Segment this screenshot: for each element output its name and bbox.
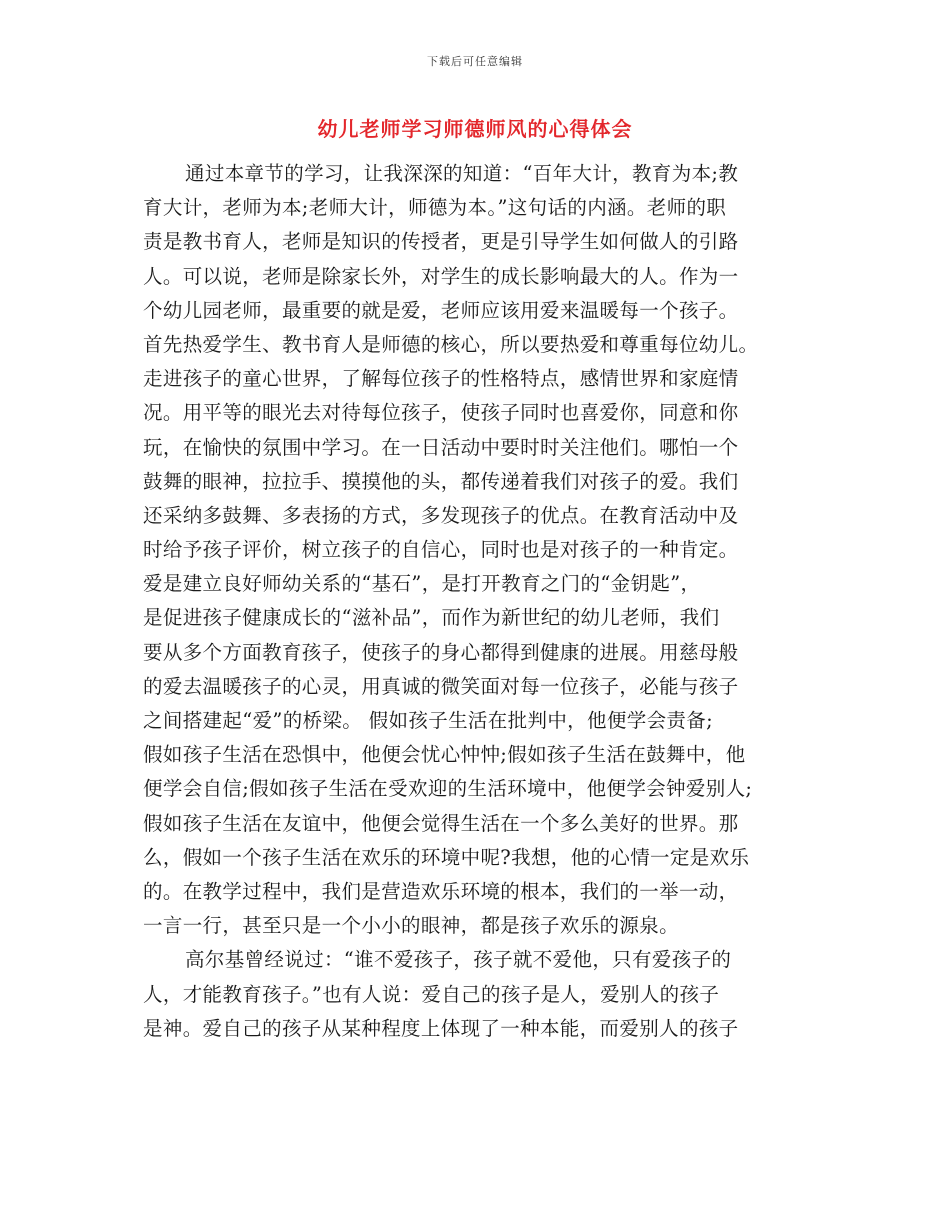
page-header: 下载后可任意编辑 [427, 55, 523, 68]
text-line: 育大计，老师为本;老师大计，师德为本。”这句话的内涵。老师的职 [143, 196, 727, 220]
text-line: 是神。爱自己的孩子从某种程度上体现了一种本能，而爱别人的孩子 [143, 1016, 739, 1040]
text-line: 况。用平等的眼光去对待每位孩子，使孩子同时也喜爱你，同意和你 [143, 401, 739, 425]
paragraph-2 [143, 943, 813, 1046]
text-line: 要从多个方面教育孩子，使孩子的身心都得到健康的进展。用慈母般 [143, 640, 739, 664]
text-line: 首先热爱学生、教书育人是师德的核心，所以要热爱和尊重每位幼儿。 [143, 332, 759, 356]
document-body [143, 157, 813, 1046]
text-line: 走进孩子的童心世界，了解每位孩子的性格特点，感情世界和家庭情 [143, 367, 739, 391]
text-line: 假如孩子生活在友谊中，他便会觉得生活在一个多么美好的世界。那 [143, 811, 739, 835]
text-line: 玩，在愉快的氛围中学习。在一日活动中要时时关注他们。哪怕一个 [143, 435, 739, 459]
paragraph-1 [143, 157, 813, 943]
text-line: 责是教书育人，老师是知识的传授者，更是引导学生如何做人的引路 [143, 230, 739, 254]
text-line: 么，假如一个孩子生活在欢乐的环境中呢?我想，他的心情一定是欢乐 [143, 845, 750, 869]
text-line: 人，才能教育孩子。”也有人说：爱自己的孩子是人，爱别人的孩子 [143, 982, 720, 1006]
text-line: 一言一行，甚至只是一个小小的眼神，都是孩子欢乐的源泉。 [143, 914, 679, 938]
text-line: 假如孩子生活在恐惧中，他便会忧心忡忡;假如孩子生活在鼓舞中，他 [143, 743, 746, 767]
text-line: 通过本章节的学习，让我深深的知道：“百年大计，教育为本;教 [185, 162, 739, 185]
text-line: 便学会自信;假如孩子生活在受欢迎的生活环境中，他便学会钟爱别人; [143, 777, 753, 801]
text-line: 的。在教学过程中，我们是营造欢乐环境的根本，我们的一举一动， [143, 879, 739, 903]
document-title: 幼儿老师学习师德师风的心得体会 [317, 117, 633, 141]
text-line: 时给予孩子评价，树立孩子的自信心，同时也是对孩子的一种肯定。 [143, 538, 739, 562]
text-line: 之间搭建起“爱”的桥梁。 假如孩子生活在批判中，他便学会责备; [143, 709, 714, 732]
text-line: 还采纳多鼓舞、多表扬的方式，多发现孩子的优点。在教育活动中及 [143, 503, 739, 527]
text-line: 爱是建立良好师幼关系的“基石”，是打开教育之门的“金钥匙”， [143, 572, 701, 596]
text-line: 人。可以说，老师是除家长外，对学生的成长影响最大的人。作为一 [143, 264, 739, 288]
text-line: 的爱去温暖孩子的心灵，用真诚的微笑面对每一位孩子，必能与孩子 [143, 674, 739, 698]
text-line: 是促进孩子健康成长的“滋补品”，而作为新世纪的幼儿老师，我们 [143, 606, 720, 630]
text-line: 个幼儿园老师，最重要的就是爱，老师应该用爱来温暖每一个孩子。 [143, 298, 739, 322]
text-line: 鼓舞的眼神，拉拉手、摸摸他的头，都传递着我们对孩子的爱。我们 [143, 469, 739, 493]
text-line: 高尔基曾经说过：“谁不爱孩子，孩子就不爱他，只有爱孩子的 [185, 948, 732, 972]
